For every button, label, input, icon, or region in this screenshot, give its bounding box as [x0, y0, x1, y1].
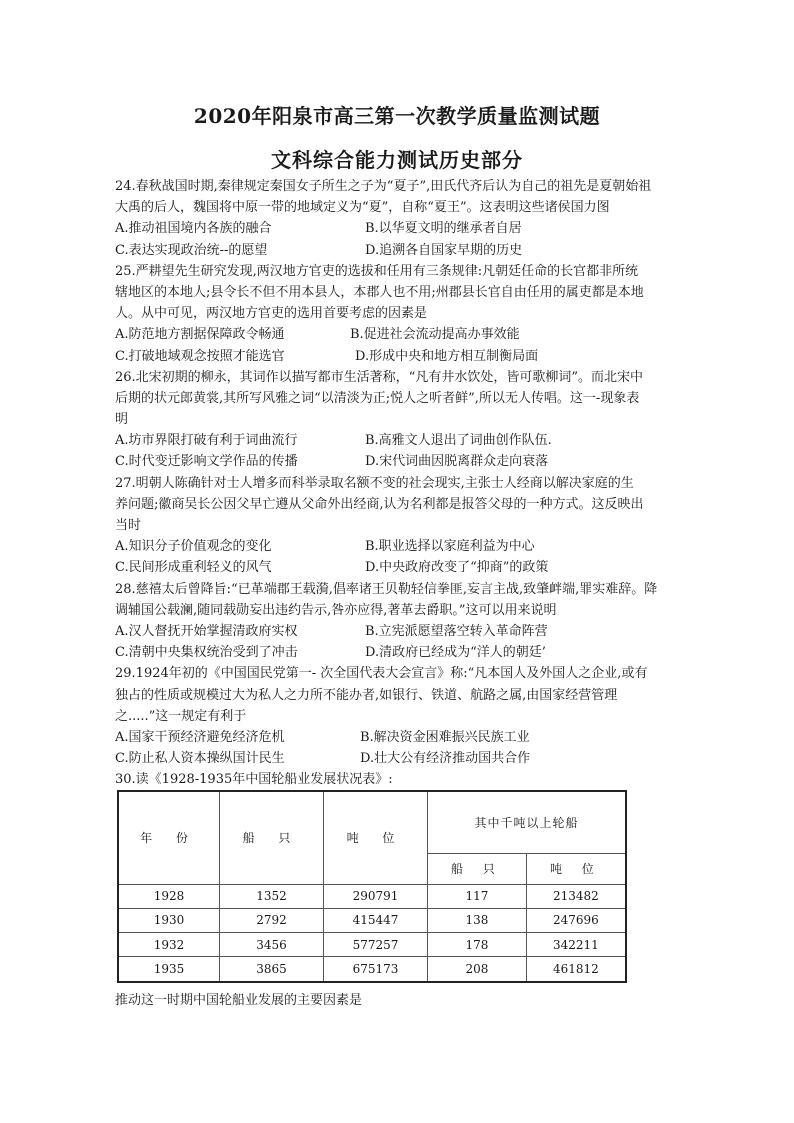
- question-stem-line: 独占的性质或规模过大为私人之力所不能办者,如银行、铁道、航路之属,由国家经营管理: [115, 687, 618, 703]
- table-cell: 247696: [526, 908, 626, 932]
- question-stem-line: 辖地区的本地人;县令长不但不用本县人，本郡人也不用;州郡县长官自由任用的属吏都是本地: [115, 284, 644, 300]
- question-stem-line: 28.慈禧太后曾降旨:“已革端郡王载漪,倡率诸王贝勒轻信拳匪,妄言主战,致肇衅端,罪实难辞。降: [115, 581, 658, 597]
- header-ships: 船 只: [220, 791, 324, 884]
- question-24: [115, 176, 687, 261]
- header-group: 其中千吨以上轮船: [428, 791, 627, 853]
- table-header-row: [118, 791, 626, 853]
- option-a: A.防范地方割据保障政令畅通: [115, 327, 285, 343]
- question-stem-line: 后期的状元郎黄裳,其所写风雅之词“以清淡为正;悦人之听者鲜”,所以无人传唱。这一-现象表: [115, 390, 640, 406]
- option-a: A.国家干预经济避免经济危机: [115, 729, 285, 745]
- table-cell: 461812: [526, 957, 626, 982]
- option-b: B.高雅文人退出了词曲创作队伍.: [365, 433, 552, 449]
- option-c: C.时代变迁影响文学作品的传播: [115, 454, 298, 470]
- option-a: A.坊市界限打破有利于词曲流行: [115, 433, 298, 449]
- option-c: C.民间形成重利轻义的风气: [115, 560, 272, 576]
- table-row: [118, 884, 626, 908]
- question-stem-line: 明: [115, 412, 129, 428]
- question-stem-line: 26.北宋初期的柳永，其词作以描写都市生活著称，“凡有井水饮处，皆可歌柳词”。而北宋中: [115, 369, 643, 385]
- table-cell: 1930: [118, 908, 220, 932]
- question-stem-line: 29.1924年初的《中国国民党第一- 次全国代表大会宣言》称:“凡本国人及外国人之企业,或有: [115, 666, 648, 682]
- question-29: [115, 663, 687, 769]
- option-d: D.清政府已经成为“洋人的朝廷’: [365, 645, 546, 661]
- table-cell: 290791: [324, 884, 428, 908]
- header-tonnage: 吨 位: [324, 791, 428, 884]
- option-b: B.促进社会流动提高办事效能: [350, 327, 520, 343]
- table-cell: 138: [428, 908, 527, 932]
- table-cell: 208: [428, 957, 527, 982]
- exam-title: 2020年阳泉市高三第一次教学质量监测试题: [193, 104, 601, 128]
- question-stem-line: 24.春秋战国时期,秦律规定秦国女子所生之子为“夏子”,田氏代齐后认为自己的祖先是夏朝始祖: [115, 179, 652, 194]
- option-c: C.打破地域观念按照才能选官: [115, 348, 285, 364]
- table-row: [118, 933, 626, 957]
- question-stem-line: 养问题;徽商吴长公因父早亡遵从父命外出经商,认为名利都是报答父母的一种方式。这反映出: [115, 496, 644, 512]
- table-cell: 415447: [324, 908, 428, 932]
- option-d: D.追溯各自国家早期的历史: [365, 242, 523, 258]
- question-stem-line: 人。从中可见，两汉地方官吏的选用首要考虑的因素是: [115, 306, 428, 322]
- table-cell: 3456: [220, 933, 324, 957]
- option-b: B.解决资金困难振兴民族工业: [360, 729, 530, 745]
- question-27: [115, 473, 687, 579]
- question-stem-line: 25.严耕望先生研究发现,两汉地方官吏的选拔和任用有三条规律:凡朝廷任命的长官都非所统: [115, 263, 639, 279]
- table-row: [118, 908, 626, 932]
- option-d: D.宋代词曲因脱离群众走向衰落: [365, 454, 549, 470]
- question-stem-line: 大禹的后人，魏国将中原一带的地域定义为“夏”，自称“夏王”。这表明这些诸侯国力图: [115, 200, 610, 216]
- option-a: A.推动祖国境内各族的融合: [115, 221, 272, 237]
- option-d: D.中央政府改变了“抑商”的政策: [365, 560, 549, 576]
- option-a: A.知识分子价值观念的变化: [115, 539, 272, 555]
- question-25: [115, 261, 687, 367]
- header-sub-ships: 船 只: [428, 853, 527, 884]
- header-sub-tonnage: 吨 位: [526, 853, 626, 884]
- option-d: D.形成中央和地方相互制衡局面: [355, 348, 539, 364]
- table-cell: 1352: [220, 884, 324, 908]
- table-cell: 117: [428, 884, 527, 908]
- table-row: [118, 957, 626, 982]
- question-30-prompt: 推动这一时期中国轮船业发展的主要因素是: [115, 993, 363, 1008]
- question-stem-line: 之.....”这一规定有利于: [115, 708, 247, 724]
- shipping-table-wrap: [117, 790, 627, 983]
- exam-subtitle: 文科综合能力测试历史部分: [271, 148, 523, 172]
- table-cell: 675173: [324, 957, 428, 982]
- table-cell: 1935: [118, 957, 220, 982]
- table-cell: 3865: [220, 957, 324, 982]
- table-cell: 1928: [118, 884, 220, 908]
- option-b: B.以华夏文明的继承者自居: [365, 221, 522, 237]
- question-list: [115, 176, 687, 790]
- question-26: [115, 367, 687, 473]
- table-cell: 178: [428, 933, 527, 957]
- question-stem-line: 调辅国公载澜,随同载勋妄出违约告示,咎亦应得,著革去爵职。”这可以用来说明: [115, 602, 557, 618]
- option-b: B.职业选择以家庭利益为中心: [365, 539, 535, 555]
- option-c: C.清朝中央集权统治受到了冲击: [115, 645, 298, 661]
- option-a: A.汉人督抚开始掌握清政府实权: [115, 623, 298, 639]
- option-c: C.表达实现政治统--的愿望: [115, 242, 268, 258]
- option-c: C.防止私人资本操纵国计民生: [115, 751, 285, 767]
- table-cell: 342211: [526, 933, 626, 957]
- option-b: B.立宪派愿望落空转入革命阵营: [365, 623, 548, 639]
- table-cell: 213482: [526, 884, 626, 908]
- header-year: 年 份: [118, 791, 220, 884]
- table-cell: 1932: [118, 933, 220, 957]
- question-stem-line: 当时: [115, 518, 142, 533]
- question-30-intro: 30.读《1928-1935年中国轮船业发展状况表》:: [115, 772, 393, 788]
- question-28: [115, 579, 687, 664]
- table-cell: 2792: [220, 908, 324, 932]
- question-stem-line: 27.明朝人陈确针对士人增多而科举录取名额不变的社会现实,主张士人经商以解决家庭的生: [115, 475, 634, 491]
- option-d: D.壮大公有经济推动国共合作: [360, 751, 531, 767]
- shipping-table: [117, 790, 627, 983]
- table-cell: 577257: [324, 933, 428, 957]
